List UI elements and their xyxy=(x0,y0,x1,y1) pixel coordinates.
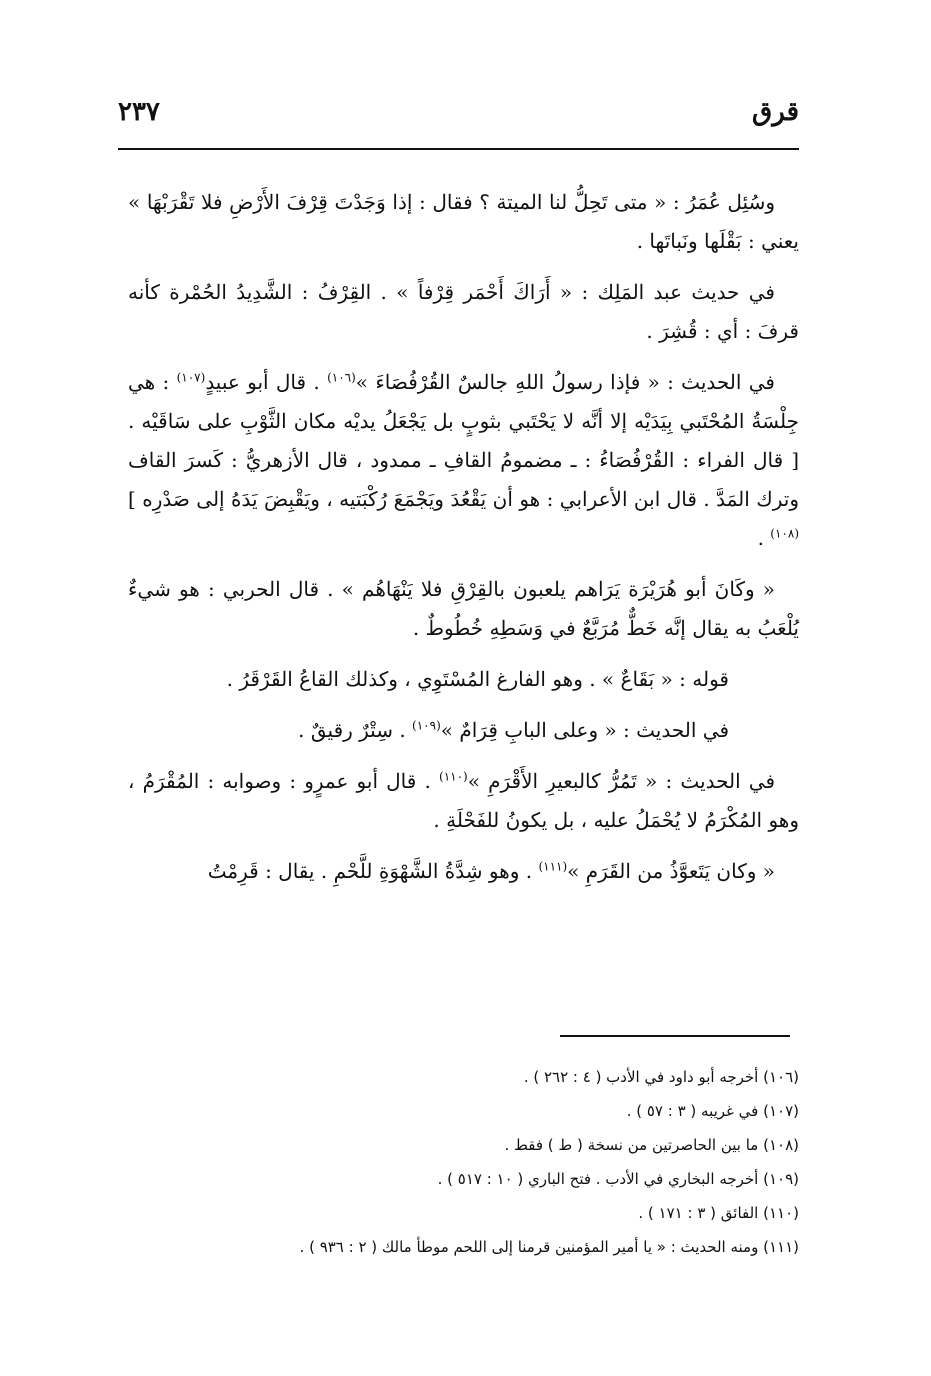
footnote-ref-109: (١٠٩) xyxy=(412,718,441,733)
paragraph-8-part-a: « وكان يَتَعوَّذُ من القَرَمِ » xyxy=(567,859,775,883)
footnote-106: (١٠٦) أخرجه أبو داود في الأدب ( ٤ : ٢٦٢ ) . xyxy=(523,1068,799,1086)
paragraph-7 xyxy=(128,762,799,840)
footnotes xyxy=(200,1060,799,1264)
paragraph-2: في حديث عبد المَلِك : « أَرَاكَ أَحْمَر قِرْفاً » . القِرْفُ : الشَّدِيدُ الحُمْرة كأنه قرفَ : أي : قُشِرَ . xyxy=(128,280,799,343)
paragraph-3-part-b: . قال أبو عبيدٍ xyxy=(205,370,328,394)
footnote-ref-106: (١٠٦) xyxy=(327,370,356,385)
footnote-109: (١٠٩) أخرجه البخاري في الأدب . فتح الباري ( ١٠ : ٥١٧ ) . xyxy=(437,1170,799,1188)
footnote-108: (١٠٨) ما بين الحاصرتين من نسخة ( ط ) فقط . xyxy=(504,1136,799,1154)
header-rule xyxy=(118,148,799,150)
footnote-110: (١١٠) الفائق ( ٣ : ١٧١ ) . xyxy=(638,1204,799,1222)
main-text xyxy=(128,183,799,903)
page-header xyxy=(118,90,799,134)
paragraph-3-part-d: . xyxy=(757,526,771,550)
page-number: ٢٣٧ xyxy=(118,97,160,127)
paragraph-3-part-a: في الحديث : « فإذا رسولُ اللهِ جالسٌ القُرْفُصَاءَ » xyxy=(355,370,775,394)
paragraph-8-part-b: . وهو شِدَّةُ الشَّهْوَةِ للَّحْمِ . يقال : قَرِمْتُ xyxy=(207,859,539,883)
footnote-ref-111: (١١١) xyxy=(538,859,568,874)
paragraph-5: قوله : « بَقَاعٌ » . وهو الفارغ المُسْتَوِي ، وكذلك القاعُ القَرْقَرُ . xyxy=(226,667,729,691)
paragraph-6-part-a: في الحديث : « وعلى البابِ قِرَامٌ » xyxy=(440,718,729,742)
paragraph-7-part-a: في الحديث : « تَمُرُّ كالبعيرِ الأَقْرَمِ » xyxy=(467,769,776,793)
footnote-ref-108: (١٠٨) xyxy=(770,526,799,541)
paragraph-7-part-b: . قال أبو عمرٍو : وصوابه : المُقْرَمُ ، وهو المُكْرَمُ لا يُحْمَلُ عليه ، بل يكونُ للفَحْلَةِ . xyxy=(128,769,799,832)
paragraph-8 xyxy=(128,852,799,891)
paragraph-6-part-b: . سِتْرٌ رقيقٌ . xyxy=(298,718,413,742)
footnote-ref-110: (١١٠) xyxy=(439,769,468,784)
paragraph-4: « وكَانَ أبو هُرَيْرَة يَرَاهم يلعبون بالقِرْقِ فلا يَنْهَاهُم » . قال الحربي : هو شيءٌ يُلْعَبُ به يقال إنَّه خَطٌّ مُرَبَّعٌ في وَسَطِهِ خُطُوطٌ . xyxy=(128,577,799,640)
entry-word: قرق xyxy=(752,97,799,127)
footnote-separator xyxy=(560,1035,790,1037)
paragraph-3-part-c: : هي جِلْسَةُ المُحْتَبي بِيَدَيْه إلا أنَّه لا يَحْتَبي بثوبٍ بل يَجْعَلُ يديْه مكان الثَّوْبِ على سَاقَيْه . [ قال الفراء : القُرْفُصَاءُ : ـ مضمومُ القافِ ـ ممدود ، قال الأزهريُّ : كَسرَ القاف وترك المَدَّ . قال ابن الأعرابي : هو أن يَقْعُدَ ويَجْمَعَ رُكْبَتيه ، ويَقْبِضَ يَدَهُ إلى صَدْرِه ] xyxy=(128,370,799,511)
paragraph-3 xyxy=(128,363,799,558)
footnote-107: (١٠٧) في غريبه ( ٣ : ٥٧ ) . xyxy=(626,1102,799,1120)
footnote-111: (١١١) ومنه الحديث : « يا أمير المؤمنين قرمنا إلى اللحم موطأ مالك ( ٢ : ٩٣٦ ) . xyxy=(299,1238,799,1256)
paragraph-6 xyxy=(128,711,799,750)
paragraph-1: وسُئِل عُمَرُ : « متى تَحِلُّ لنا الميتة ؟ فقال : إذا وَجَدْتَ قِرْفَ الأَرْضِ فلا تَقْرَبْهَا » يعني : بَقْلَها ونَباتَها . xyxy=(128,190,799,253)
footnote-ref-107: (١٠٧) xyxy=(176,370,206,385)
